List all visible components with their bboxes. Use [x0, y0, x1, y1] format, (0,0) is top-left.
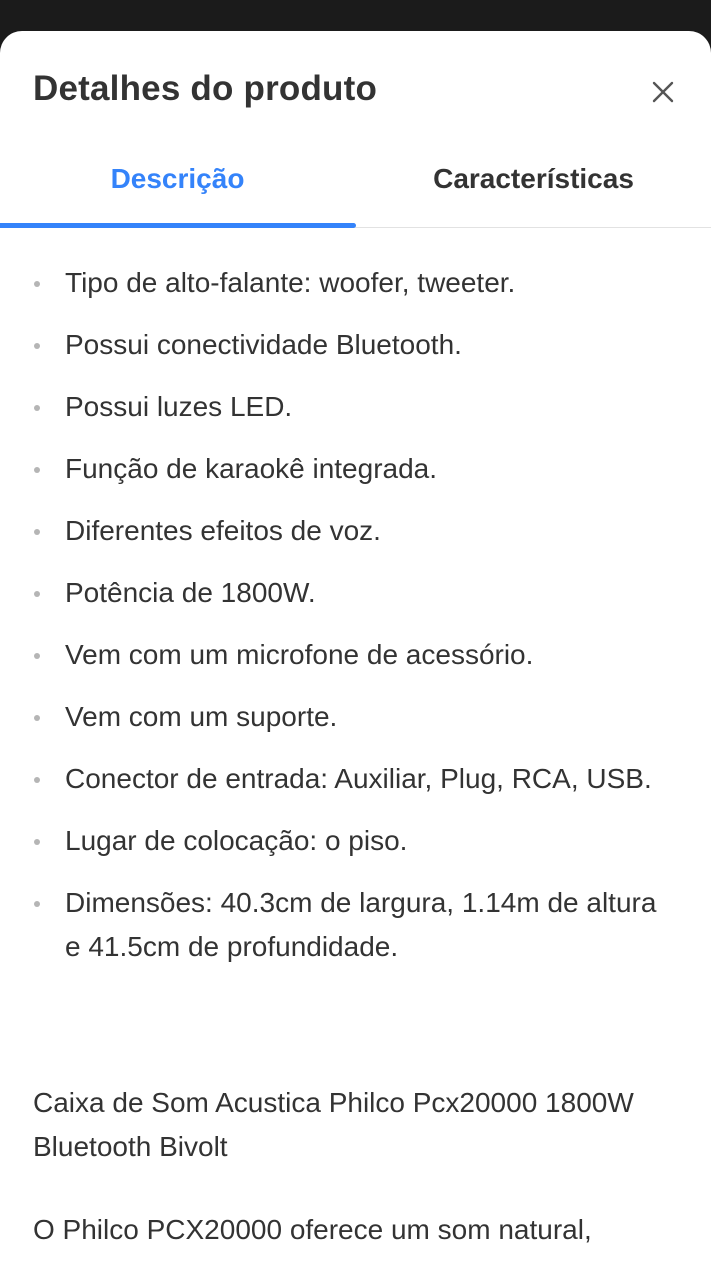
list-item	[0, 447, 711, 491]
tab-caracteristicas[interactable]: Características	[433, 163, 634, 194]
feature-text: Função de karaokê integrada.	[65, 453, 438, 484]
list-item	[0, 757, 711, 801]
back-icon	[512, 1276, 552, 1280]
system-nav-bar	[0, 1268, 711, 1280]
close-icon	[640, 73, 684, 113]
status-bar	[0, 0, 711, 34]
list-item	[0, 261, 711, 305]
feature-text: Possui conectividade Bluetooth.	[65, 329, 462, 360]
bullet-icon	[34, 467, 40, 473]
bullet-icon	[34, 839, 40, 845]
feature-text: Vem com um microfone de acessório.	[65, 639, 534, 670]
feature-text: Vem com um suporte.	[65, 701, 338, 732]
menu-icon	[159, 1276, 199, 1280]
feature-list	[0, 261, 711, 987]
bullet-icon	[34, 529, 40, 535]
list-item	[0, 385, 711, 429]
page-title: Detalhes do produto	[33, 69, 378, 108]
feature-text: Possui luzes LED.	[65, 391, 293, 422]
feature-text: Diferentes efeitos de voz.	[65, 515, 381, 546]
home-icon	[336, 1276, 376, 1280]
tab-descricao[interactable]: Descrição	[110, 163, 245, 194]
sheet-header	[0, 31, 711, 146]
feature-text: Conector de entrada: Auxiliar, Plug, RCA, USB.	[65, 763, 652, 794]
list-item	[0, 633, 711, 677]
back-button[interactable]	[512, 1276, 552, 1280]
close-button[interactable]	[640, 73, 684, 113]
bullet-icon	[34, 777, 40, 783]
bullet-icon	[34, 405, 40, 411]
feature-text: Potência de 1800W.	[65, 577, 316, 608]
list-item	[0, 819, 711, 863]
bullet-icon	[34, 343, 40, 349]
bullet-icon	[34, 901, 40, 907]
home-button[interactable]	[336, 1276, 376, 1280]
bullet-icon	[34, 653, 40, 659]
list-item	[0, 571, 711, 615]
recent-apps-button[interactable]	[159, 1276, 199, 1280]
tab-bar	[0, 146, 711, 228]
description-paragraph: O Philco PCX20000 oferece um som natural,	[33, 1214, 592, 1245]
product-details-sheet	[0, 31, 711, 1280]
active-tab-indicator	[0, 223, 356, 228]
feature-text: Dimensões: 40.3cm de largura, 1.14m de altura e 41.5cm de profundidade.	[65, 887, 657, 962]
bullet-icon	[34, 715, 40, 721]
list-item	[0, 509, 711, 553]
feature-text: Tipo de alto-falante: woofer, tweeter.	[65, 267, 516, 298]
bullet-icon	[34, 591, 40, 597]
bullet-icon	[34, 281, 40, 287]
list-item	[0, 695, 711, 739]
product-name-paragraph: Caixa de Som Acustica Philco Pcx20000 1800W Bluetooth Bivolt	[33, 1087, 634, 1162]
list-item	[0, 881, 711, 969]
list-item	[0, 323, 711, 367]
feature-text: Lugar de colocação: o piso.	[65, 825, 408, 856]
